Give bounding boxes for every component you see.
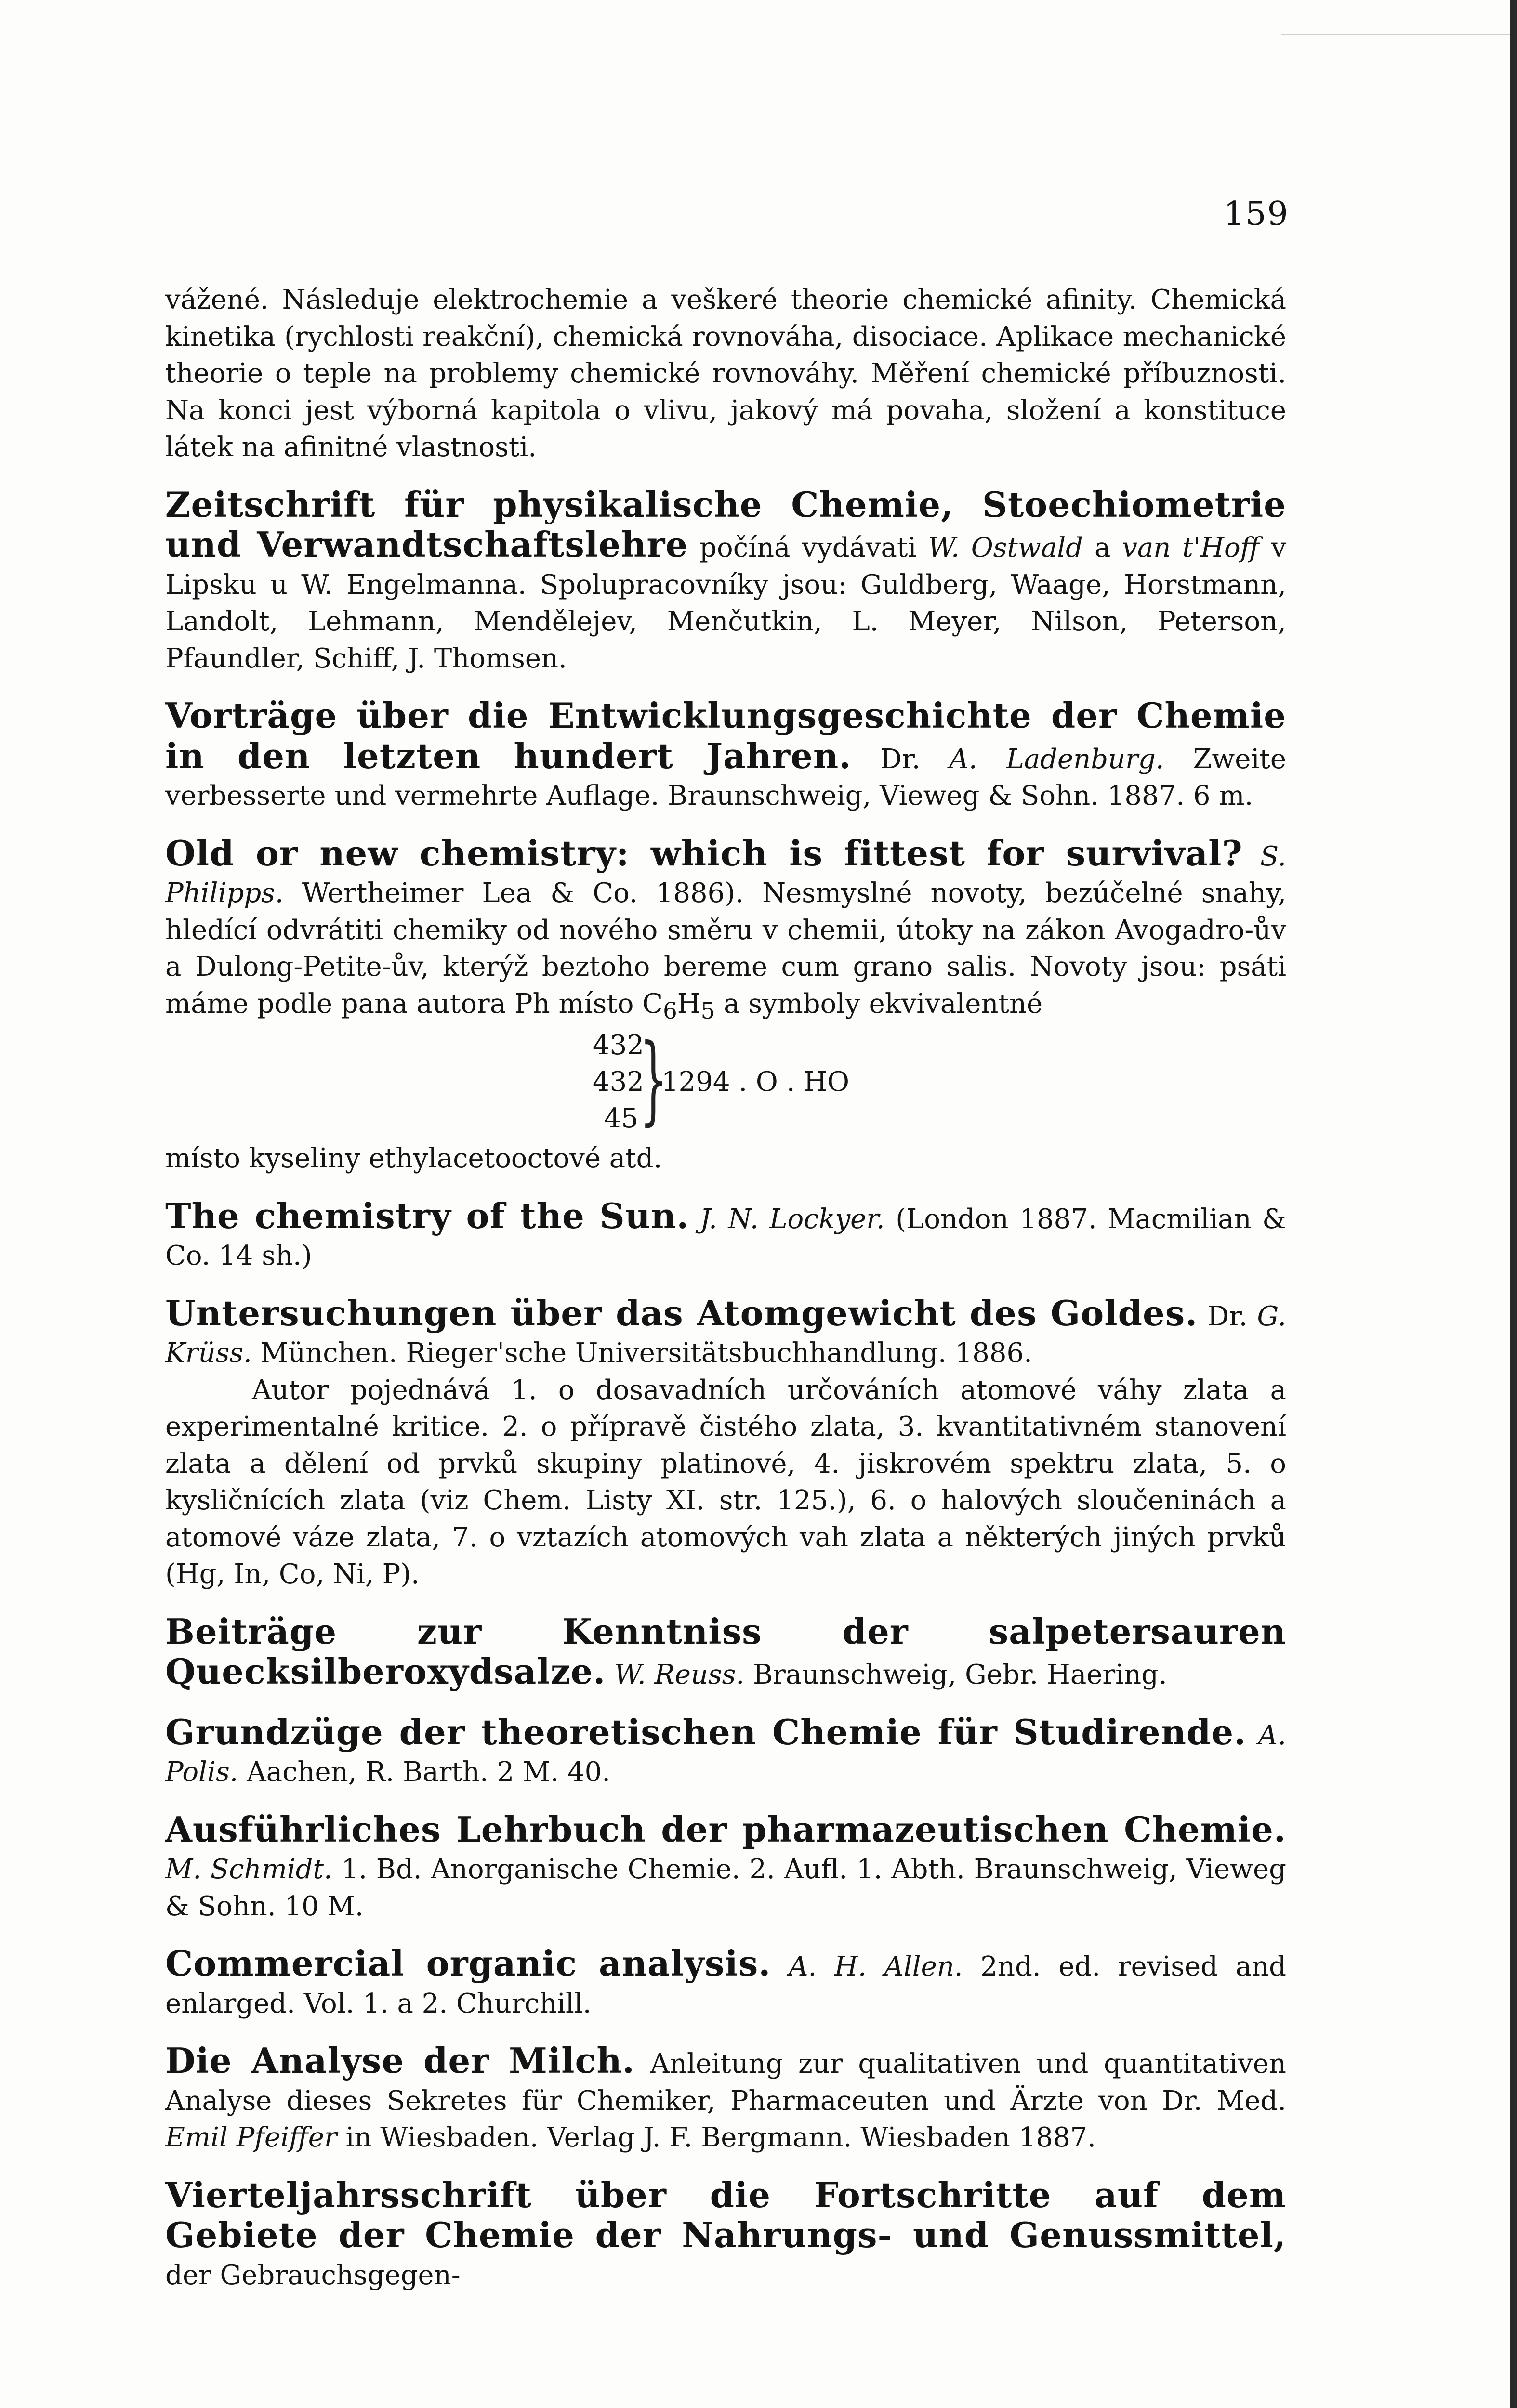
entry-text: Dr.: [851, 743, 950, 775]
entry-text: München. Rieger'sche Universitätsbuchhandlung. 1886.: [251, 1337, 1032, 1369]
entry-author: M. Schmidt.: [165, 1854, 332, 1885]
entry-vierteljahrsschrift: [165, 2174, 1286, 2294]
entry-title: Beiträge zur Kenntniss der salpetersauren Quecksilberoxydsalze.: [165, 1610, 1286, 1692]
text-column: [165, 282, 1286, 2294]
entry-text: Dr.: [1198, 1300, 1257, 1332]
entry-quecksilberoxydsalze: [165, 1610, 1286, 1694]
entry-lehrbuch-pharmazeutischen: [165, 1808, 1286, 1925]
entry-text: (London 1887. Macmilian & Co. 14 sh.): [165, 1203, 1287, 1272]
entry-author: W. Reuss.: [614, 1659, 745, 1691]
entry-author: J. N. Lockyer.: [700, 1203, 885, 1235]
entry-old-or-new-chemistry: [165, 832, 1286, 1030]
entry-title: Zeitschrift für physikalische Chemie, Stoechiometrie und Verwandtschaftslehre: [165, 484, 1286, 565]
entry-text: a: [1083, 532, 1122, 563]
entry-title: Untersuchungen über das Atomgewicht des Goldes.: [165, 1292, 1198, 1334]
curly-brace-icon: }: [640, 1023, 668, 1136]
entry-body: Autor pojednává 1. o dosavadních určováních atomové váhy zlata a experimentalné kritice. 2. o přípravě čistého zlata, 3. kvantitativném stanovení zlata a dělení od prvků skupiny platinové, 4. jiskrovém spektru zlata, 5. o kysličnících zlata (viz Chem. Listy XI. str. 125.), 6. o halových sloučeninách a atomové váze zlata, 7. o vztazích atomových vah zlata a některých jiných prvků (Hg, In, Co, Ni, P).: [165, 1374, 1286, 1590]
entry-author: S. Philipps.: [165, 840, 1286, 909]
entry-text: in Wiesbaden. Verlag J. F. Bergmann. Wiesbaden 1887.: [337, 2122, 1096, 2154]
entry-author: A. Polis.: [165, 1719, 1286, 1788]
page-number: 159: [1224, 195, 1289, 233]
entry-analyse-der-milch: [165, 2042, 1286, 2157]
entry-text: a symboly ekvivalentné: [715, 988, 1043, 1020]
entry-atomgewicht-goldes: [165, 1292, 1287, 1372]
scan-edge-right: [1510, 0, 1517, 2408]
entry-text: Zweite verbesserte und vermehrte Auflage. Braunschweig, Vieweg & Sohn. 1887. 6 m.: [165, 743, 1287, 811]
entry-zeitschrift: [165, 486, 1286, 678]
entry-text: [1246, 1720, 1258, 1751]
entry-author: W. Ostwald: [928, 532, 1083, 563]
entry-title: Old or new chemistry: which is fittest for survival?: [165, 832, 1243, 874]
entry-title: Commercial organic analysis.: [165, 1943, 771, 1984]
entry-author: G. Krüss.: [165, 1300, 1287, 1369]
entry-text: H: [677, 988, 701, 1020]
entry-text: v Lipsku u W. Engelmanna. Spolupracovníky jsou: Guldberg, Waage, Horstmann, Landolt, Lehmann, Mendělejev, Menčutkin, L. Meyer, Nilson, Peterson, Pfaundler, Schiff, J. Thomsen.: [165, 532, 1287, 674]
entry-title: Die Analyse der Milch.: [165, 2040, 635, 2081]
entry-grundzuege: [165, 1711, 1286, 1791]
entry-title: Vorträge über die Entwicklungsgeschichte der Chemie in den letzten hundert Jahren.: [165, 695, 1286, 776]
scan-edge-top: [1281, 0, 1517, 35]
entry-text: Wertheimer Lea & Co. 1886). Nesmyslné novoty, bezúčelné snahy, hledící odvrátiti chemiky od nového směru v chemii, útoky na zákon Avogadro-ův a Dulong-Petite-ův, kterýž beztoho bereme cum grano salis. Novoty jsou: psáti máme podle pana autora Ph místo C: [165, 877, 1286, 1020]
subscript: 5: [700, 998, 715, 1024]
entry-author: Emil Pfeiffer: [165, 2122, 337, 2154]
entry-text: [1243, 841, 1260, 872]
entry-text: [689, 1204, 700, 1235]
entry-text: [606, 1659, 614, 1690]
entry-commercial-organic-analysis: [165, 1945, 1286, 2022]
entry-text: der Gebrauchsgegen-: [165, 2259, 461, 2291]
entry-text: 2nd. ed. revised and enlarged. Vol. 1. a 2. Churchill.: [165, 1951, 1286, 2019]
entry-title: Vierteljahrsschrift über die Fortschritte auf dem Gebiete der Chemie der Nahrungs- und Genussmittel,: [165, 2174, 1286, 2256]
entry-text: počíná vydávati: [688, 532, 928, 563]
entry-text: Aachen, R. Barth. 2 M. 40.: [238, 1756, 611, 1788]
formula-number: 45: [604, 1103, 638, 1135]
entry-chemistry-of-sun: [165, 1195, 1287, 1275]
intro-paragraph: vážené. Následuje elektrochemie a veškeré theorie chemické afinity. Chemická kinetika (rychlosti reakční), chemická rovnováha, disociace. Aplikace mechanické theorie o teple na problemy chemické rovnováhy. Měření chemické příbuznosti. Na konci jest výborná kapitola o vlivu, jakový má povaha, složení a konstituce látek na afinitné vlastnosti.: [165, 284, 1286, 463]
entry-vortraege: [165, 697, 1286, 815]
equivalent-formula: [165, 1023, 1286, 1140]
entry-text: 1. Bd. Anorganische Chemie. 2. Aufl. 1. Abth. Braunschweig, Vieweg & Sohn. 10 M.: [165, 1854, 1286, 1922]
entry-author: van t'Hoff: [1122, 532, 1260, 563]
entry-text: Anleitung zur qualitativen und quantitativen Analyse dieses Sekretes für Chemiker, Pharmaceuten und Ärzte von Dr. Med.: [165, 2048, 1286, 2117]
entry-author: A. Ladenburg.: [949, 743, 1164, 775]
subscript: 6: [663, 998, 677, 1024]
entry-author: A. H. Allen.: [789, 1951, 963, 1983]
formula-number: 432: [593, 1066, 644, 1098]
entry-continuation: místo kyseliny ethylacetooctové atd.: [165, 1143, 662, 1175]
formula-result: 1294 . O . HO: [661, 1066, 849, 1098]
entry-text: Braunschweig, Gebr. Haering.: [744, 1659, 1167, 1691]
entry-text: [771, 1951, 789, 1982]
entry-title: Grundzüge der theoretischen Chemie für Studirende.: [165, 1711, 1247, 1753]
entry-title: The chemistry of the Sun.: [165, 1195, 689, 1236]
entry-title: Ausführliches Lehrbuch der pharmazeutischen Chemie.: [165, 1808, 1286, 1850]
formula-number: 432: [593, 1030, 644, 1061]
